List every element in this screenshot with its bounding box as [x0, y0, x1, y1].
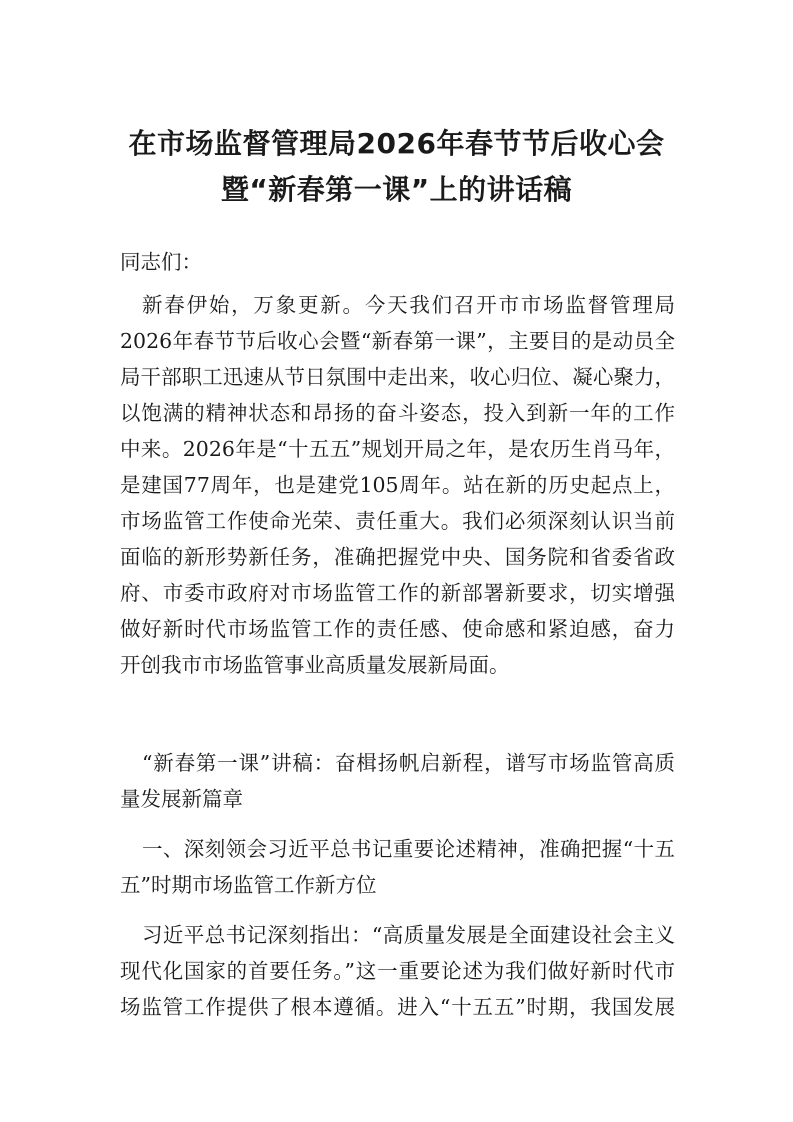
paragraph-line: 现代化国家的首要任务。”这一重要论述为我们做好新时代市 [120, 959, 675, 983]
document-title-line1: 在市场监督管理局2026年春节节后收心会 [128, 127, 665, 160]
heading-line: 一、深刻领会习近平总书记重要论述精神，准确把握“十五 [142, 837, 675, 861]
paragraph-line: 2026年春节节后收心会暨“新春第一课”，主要目的是动员全 [120, 329, 675, 353]
paragraph-line: 开创我市市场监管事业高质量发展新局面。 [120, 653, 510, 677]
paragraph-line: 局干部职工迅速从节日氛围中走出来，收心归位、凝心聚力， [120, 365, 675, 389]
paragraph-line: 府、市委市政府对市场监管工作的新部署新要求，切实增强 [120, 581, 675, 605]
paragraph-line: 做好新时代市场监管工作的责任感、使命感和紧迫感，奋力 [120, 617, 675, 641]
document-title-line2: 暨“新春第一课”上的讲话稿 [220, 173, 573, 206]
paragraph-line: 新春伊始，万象更新。今天我们召开市市场监督管理局 [142, 293, 675, 317]
heading-line: “新春第一课”讲稿：奋楫扬帆启新程，谱写市场监管高质 [142, 751, 675, 775]
heading-line: 量发展新篇章 [120, 787, 243, 811]
lecture-heading [120, 745, 675, 817]
greeting [120, 244, 675, 280]
paragraph-line: 以饱满的精神状态和昂扬的奋斗姿态，投入到新一年的工作 [120, 401, 675, 425]
paragraph-line: 中来。2026年是“十五五”规划开局之年，是农历生肖马年， [120, 437, 675, 461]
paragraph-opening [120, 287, 675, 683]
paragraph-line: 市场监管工作使命光荣、责任重大。我们必须深刻认识当前 [120, 509, 675, 533]
paragraph-line: 面临的新形势新任务，准确把握党中央、国务院和省委省政 [120, 545, 675, 569]
section-heading-1 [120, 831, 675, 903]
paragraph-line: 场监管工作提供了根本遵循。进入“十五五”时期，我国发展 [120, 995, 675, 1019]
paragraph-section-1 [120, 917, 675, 1025]
greeting-text: 同志们： [120, 250, 202, 274]
paragraph-line: 习近平总书记深刻指出：“高质量发展是全面建设社会主义 [142, 923, 675, 947]
paragraph-line: 是建国77周年，也是建党105周年。站在新的历史起点上， [120, 473, 675, 497]
heading-line: 五”时期市场监管工作新方位 [120, 873, 377, 897]
